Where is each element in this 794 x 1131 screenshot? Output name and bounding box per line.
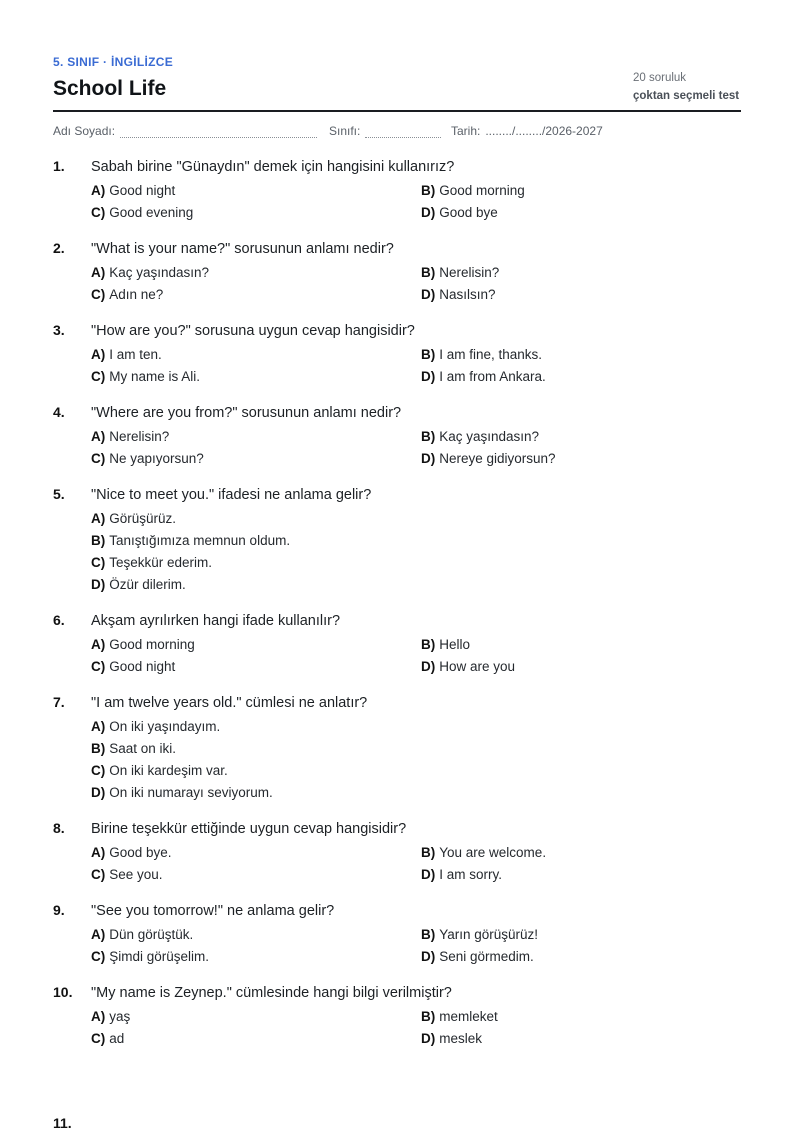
option-letter: D): [421, 949, 436, 964]
question-number: 9.: [53, 902, 65, 918]
answer-option[interactable]: [91, 782, 741, 804]
option-letter: C): [91, 205, 106, 220]
option-letter: C): [91, 369, 106, 384]
option-letter: A): [91, 637, 106, 652]
answer-options: [91, 262, 741, 306]
name-label: Adı Soyadı:: [53, 124, 116, 138]
option-letter: A): [91, 1009, 106, 1024]
answer-options: [91, 180, 741, 224]
option-letter: D): [421, 451, 436, 466]
option-text: Kaç yaşındasın?: [439, 429, 540, 444]
option-text: Nasılsın?: [439, 287, 496, 302]
question-text: "What is your name?" sorusunun anlamı nedir?: [91, 241, 394, 257]
answer-option[interactable]: [91, 366, 421, 388]
answer-options: [91, 1006, 741, 1050]
option-text: meslek: [439, 1031, 483, 1046]
option-text: ad: [109, 1031, 125, 1046]
answer-option[interactable]: [421, 1028, 741, 1050]
answer-option[interactable]: [91, 530, 741, 552]
answer-option[interactable]: [91, 716, 741, 738]
answer-option[interactable]: [421, 924, 741, 946]
answer-option[interactable]: [91, 552, 741, 574]
option-text: Özür dilerim.: [109, 577, 186, 592]
option-text: yaş: [109, 1009, 131, 1024]
option-letter: B): [421, 637, 436, 652]
question-text: "How are you?" sorusuna uygun cevap hangisidir?: [91, 323, 415, 339]
question-item: [53, 402, 741, 470]
answer-option[interactable]: [91, 924, 421, 946]
option-text: I am sorry.: [439, 867, 503, 882]
answer-option[interactable]: [91, 180, 421, 202]
answer-option[interactable]: [421, 180, 741, 202]
option-letter: D): [91, 785, 106, 800]
option-text: memleket: [439, 1009, 498, 1024]
option-text: I am ten.: [109, 347, 162, 362]
option-text: My name is Ali.: [109, 369, 201, 384]
question-item: [53, 982, 741, 1050]
answer-option[interactable]: [91, 656, 421, 678]
answer-options: [91, 344, 741, 388]
option-letter: D): [421, 867, 436, 882]
option-letter: A): [91, 183, 106, 198]
answer-option[interactable]: [91, 1006, 421, 1028]
option-text: Good bye.: [109, 845, 172, 860]
answer-option[interactable]: [421, 842, 741, 864]
option-letter: C): [91, 1031, 106, 1046]
question-item: [53, 692, 741, 804]
option-text: Nerelisin?: [109, 429, 170, 444]
option-letter: B): [421, 927, 436, 942]
question-number: 3.: [53, 322, 65, 338]
question-item: [53, 156, 741, 224]
answer-options: [91, 716, 741, 804]
option-letter: C): [91, 451, 106, 466]
option-text: Seni görmedim.: [439, 949, 534, 964]
answer-options: [91, 508, 741, 596]
answer-option[interactable]: [421, 1006, 741, 1028]
answer-option[interactable]: [91, 508, 741, 530]
option-text: Şimdi görüşelim.: [109, 949, 210, 964]
option-letter: B): [421, 1009, 436, 1024]
answer-options: [91, 924, 741, 968]
option-letter: A): [91, 511, 106, 526]
option-letter: D): [421, 1031, 436, 1046]
option-text: Kaç yaşındasın?: [109, 265, 210, 280]
answer-option[interactable]: [421, 284, 741, 306]
option-text: I am from Ankara.: [439, 369, 546, 384]
answer-option[interactable]: [421, 656, 741, 678]
answer-option[interactable]: [91, 448, 421, 470]
answer-option[interactable]: [91, 262, 421, 284]
answer-option[interactable]: [91, 760, 741, 782]
option-letter: C): [91, 287, 106, 302]
question-number: 7.: [53, 694, 65, 710]
student-info-row: [53, 124, 741, 140]
answer-option[interactable]: [91, 738, 741, 760]
option-text: I am fine, thanks.: [439, 347, 543, 362]
question-count: 20 soruluk: [633, 72, 687, 84]
option-letter: C): [91, 949, 106, 964]
grade-subject-label: 5. SINIF · İNGİLİZCE: [53, 55, 174, 69]
option-text: On iki kardeşim var.: [109, 763, 228, 778]
option-letter: D): [421, 205, 436, 220]
question-text: "Where are you from?" sorusunun anlamı nedir?: [91, 405, 402, 421]
question-item: [53, 818, 741, 886]
option-letter: C): [91, 867, 106, 882]
question-number: 2.: [53, 240, 65, 256]
answer-option[interactable]: [91, 574, 741, 596]
answer-option[interactable]: [91, 202, 421, 224]
option-text: Tanıştığımıza memnun oldum.: [109, 533, 291, 548]
option-text: Adın ne?: [109, 287, 164, 302]
question-item: [53, 484, 741, 596]
date-field[interactable]: [451, 124, 603, 138]
option-letter: B): [421, 265, 436, 280]
date-label: Tarih:: [451, 124, 481, 138]
question-number-cut: 11.: [53, 1115, 72, 1131]
worksheet-page: [53, 0, 741, 1131]
option-letter: B): [421, 429, 436, 444]
question-list: [53, 156, 741, 1064]
question-number: 6.: [53, 612, 65, 628]
answer-option[interactable]: [421, 426, 741, 448]
option-text: Teşekkür ederim.: [109, 555, 213, 570]
answer-option[interactable]: [421, 262, 741, 284]
question-number: 10.: [53, 984, 73, 1000]
option-text: Dün görüştük.: [109, 927, 194, 942]
option-text: Hello: [439, 637, 471, 652]
option-letter: D): [91, 577, 106, 592]
question-number: 8.: [53, 820, 65, 836]
option-text: Yarın görüşürüz!: [439, 927, 539, 942]
option-letter: A): [91, 719, 106, 734]
question-item: [53, 320, 741, 388]
option-letter: A): [91, 265, 106, 280]
option-text: You are welcome.: [439, 845, 547, 860]
question-item: [53, 900, 741, 968]
question-number: 4.: [53, 404, 65, 420]
answer-options: [91, 426, 741, 470]
name-field[interactable]: [53, 124, 317, 138]
answer-options: [91, 842, 741, 886]
option-text: Good evening: [109, 205, 194, 220]
answer-option[interactable]: [91, 426, 421, 448]
answer-option[interactable]: [421, 366, 741, 388]
option-letter: C): [91, 763, 106, 778]
answer-options: [91, 634, 741, 678]
page-title: School Life: [53, 77, 167, 100]
answer-option[interactable]: [91, 284, 421, 306]
test-type: çoktan seçmeli test: [633, 90, 740, 102]
header-divider: [53, 110, 741, 112]
class-blank[interactable]: [365, 126, 441, 138]
option-text: Good morning: [109, 637, 195, 652]
question-item: [53, 238, 741, 306]
answer-option[interactable]: [421, 946, 741, 968]
option-text: On iki numarayı seviyorum.: [109, 785, 273, 800]
answer-option[interactable]: [421, 202, 741, 224]
name-blank[interactable]: [120, 126, 317, 138]
option-letter: B): [421, 183, 436, 198]
option-text: Ne yapıyorsun?: [109, 451, 204, 466]
option-text: On iki yaşındayım.: [109, 719, 221, 734]
question-number: 1.: [53, 158, 65, 174]
option-letter: B): [421, 845, 436, 860]
option-letter: D): [421, 659, 436, 674]
option-letter: A): [91, 845, 106, 860]
option-letter: A): [91, 429, 106, 444]
option-letter: D): [421, 369, 436, 384]
option-letter: B): [91, 533, 106, 548]
answer-option[interactable]: [91, 634, 421, 656]
option-letter: B): [91, 741, 106, 756]
answer-option[interactable]: [421, 448, 741, 470]
option-text: Good morning: [439, 183, 525, 198]
class-label: Sınıfı:: [329, 124, 361, 138]
option-letter: D): [421, 287, 436, 302]
answer-option[interactable]: [421, 864, 741, 886]
option-letter: A): [91, 927, 106, 942]
test-meta: [633, 71, 741, 103]
answer-option[interactable]: [91, 842, 421, 864]
question-item: [53, 610, 741, 678]
answer-option[interactable]: [91, 1028, 421, 1050]
answer-option[interactable]: [91, 344, 421, 366]
question-number: 5.: [53, 486, 65, 502]
answer-option[interactable]: [91, 946, 421, 968]
option-text: How are you: [439, 659, 516, 674]
option-text: Görüşürüz.: [109, 511, 177, 526]
option-text: Good bye: [439, 205, 498, 220]
option-letter: C): [91, 555, 106, 570]
option-text: Good night: [109, 659, 176, 674]
question-text: "Nice to meet you." ifadesi ne anlama gelir?: [91, 487, 372, 503]
date-value: ......../......../2026-2027: [485, 124, 603, 138]
question-text: "My name is Zeynep." cümlesinde hangi bilgi verilmiştir?: [91, 985, 452, 1001]
question-text: Akşam ayrılırken hangi ifade kullanılır?: [91, 613, 341, 629]
option-text: Nereye gidiyorsun?: [439, 451, 556, 466]
question-text: Birine teşekkür ettiğinde uygun cevap hangisidir?: [91, 821, 407, 837]
question-text: "I am twelve years old." cümlesi ne anlatır?: [91, 695, 368, 711]
option-text: Good night: [109, 183, 176, 198]
answer-option[interactable]: [91, 864, 421, 886]
option-text: Saat on iki.: [109, 741, 177, 756]
answer-option[interactable]: [421, 344, 741, 366]
option-text: See you.: [109, 867, 163, 882]
option-letter: B): [421, 347, 436, 362]
question-text: "See you tomorrow!" ne anlama gelir?: [91, 903, 335, 919]
option-text: Nerelisin?: [439, 265, 500, 280]
option-letter: A): [91, 347, 106, 362]
question-text: Sabah birine "Günaydın" demek için hangisini kullanırız?: [91, 159, 455, 175]
answer-option[interactable]: [421, 634, 741, 656]
class-field[interactable]: [329, 124, 441, 138]
option-letter: C): [91, 659, 106, 674]
